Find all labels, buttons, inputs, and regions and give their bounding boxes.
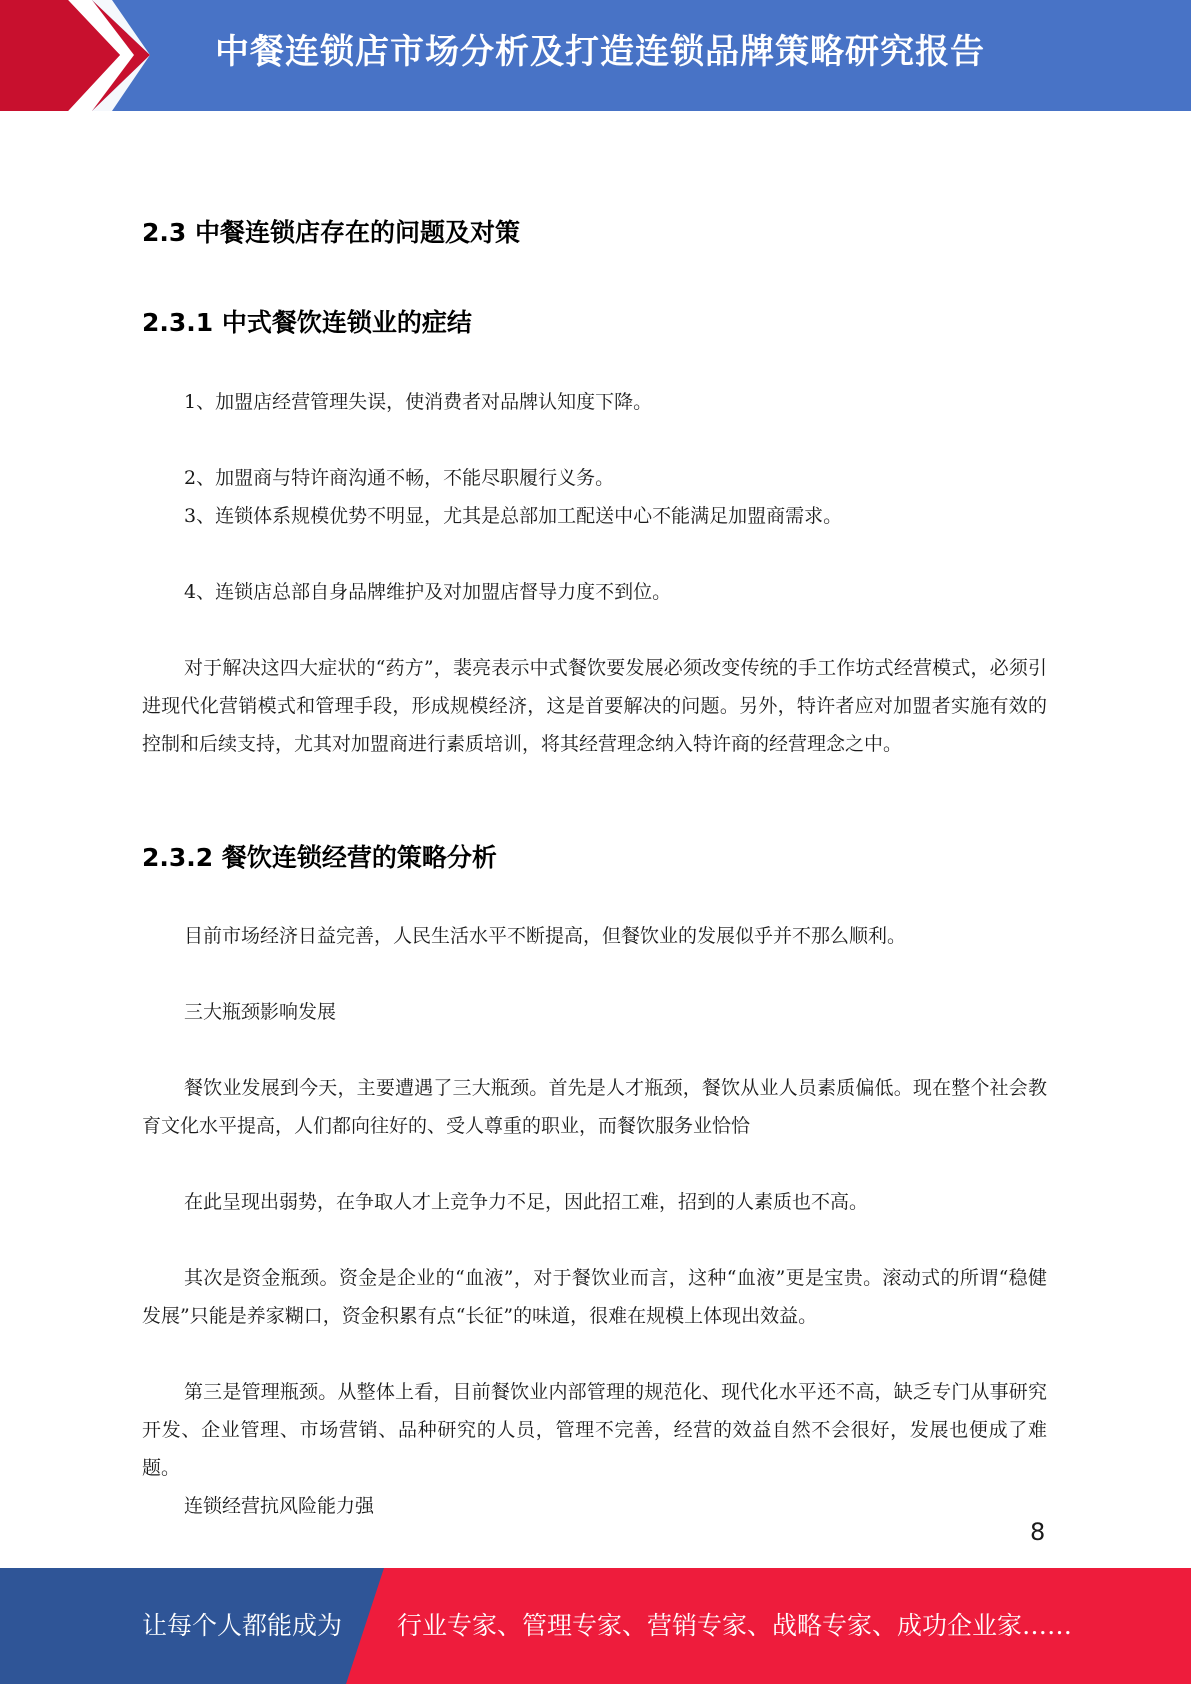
section-heading: 2.3 中餐连锁店存在的问题及对策 xyxy=(142,218,520,247)
body-paragraph: 其次是资金瓶颈。资金是企业的“血液”，对于餐饮业而言，这种“血液”更是宝贵。滚动式的所谓“稳健发展”只能是养家糊口，资金积累有点“长征”的味道，很难在规模上体现出效益。 xyxy=(142,1267,1047,1327)
body-paragraph: 连锁经营抗风险能力强 xyxy=(184,1495,375,1517)
header-banner xyxy=(0,0,1191,111)
footer-banner xyxy=(0,1568,1191,1684)
body-paragraph: 目前市场经济日益完善，人民生活水平不断提高，但餐饮业的发展似乎并不那么顺利。 xyxy=(184,925,907,947)
list-item: 3、连锁体系规模优势不明显，尤其是总部加工配送中心不能满足加盟商需求。 xyxy=(184,505,843,527)
list-item: 1、加盟店经营管理失误，使消费者对品牌认知度下降。 xyxy=(184,391,653,413)
body-paragraph: 三大瓶颈影响发展 xyxy=(184,1001,337,1023)
footer-slogan-left: 让每个人都能成为 xyxy=(142,1611,343,1640)
body-paragraph: 对于解决这四大症状的“药方”，裴亮表示中式餐饮要发展必须改变传统的手工作坊式经营模式，必须引进现代化营销模式和管理手段，形成规模经济，这是首要解决的问题。另外，特许者应对加盟者实施有效的控制和后续支持，尤其对加盟商进行素质培训，将其经营理念纳入特许商的经营理念之中。 xyxy=(142,657,1047,755)
footer-slogan-right: 行业专家、管理专家、营销专家、战略专家、成功企业家…… xyxy=(397,1611,1073,1640)
body-paragraph: 餐饮业发展到今天，主要遭遇了三大瓶颈。首先是人才瓶颈，餐饮从业人员素质偏低。现在整个社会教育文化水平提高，人们都向往好的、受人尊重的职业，而餐饮服务业恰恰 xyxy=(142,1077,1047,1137)
subsection-heading-2-3-2: 2.3.2 餐饮连锁经营的策略分析 xyxy=(142,843,497,872)
list-item: 2、加盟商与特许商沟通不畅，不能尽职履行义务。 xyxy=(184,467,615,489)
list-item: 4、连锁店总部自身品牌维护及对加盟店督导力度不到位。 xyxy=(184,581,672,603)
body-paragraph: 第三是管理瓶颈。从整体上看，目前餐饮业内部管理的规范化、现代化水平还不高，缺乏专门从事研究开发、企业管理、市场营销、品种研究的人员，管理不完善，经营的效益自然不会很好，发展也便成了难题。 xyxy=(142,1381,1047,1479)
header-arrow-decoration xyxy=(0,0,160,111)
page-number: 8 xyxy=(1030,1518,1046,1546)
body-paragraph: 在此呈现出弱势，在争取人才上竞争力不足，因此招工难，招到的人素质也不高。 xyxy=(184,1191,869,1213)
report-title: 中餐连锁店市场分析及打造连锁品牌策略研究报告 xyxy=(215,32,985,72)
subsection-heading-2-3-1: 2.3.1 中式餐饮连锁业的症结 xyxy=(142,308,472,337)
